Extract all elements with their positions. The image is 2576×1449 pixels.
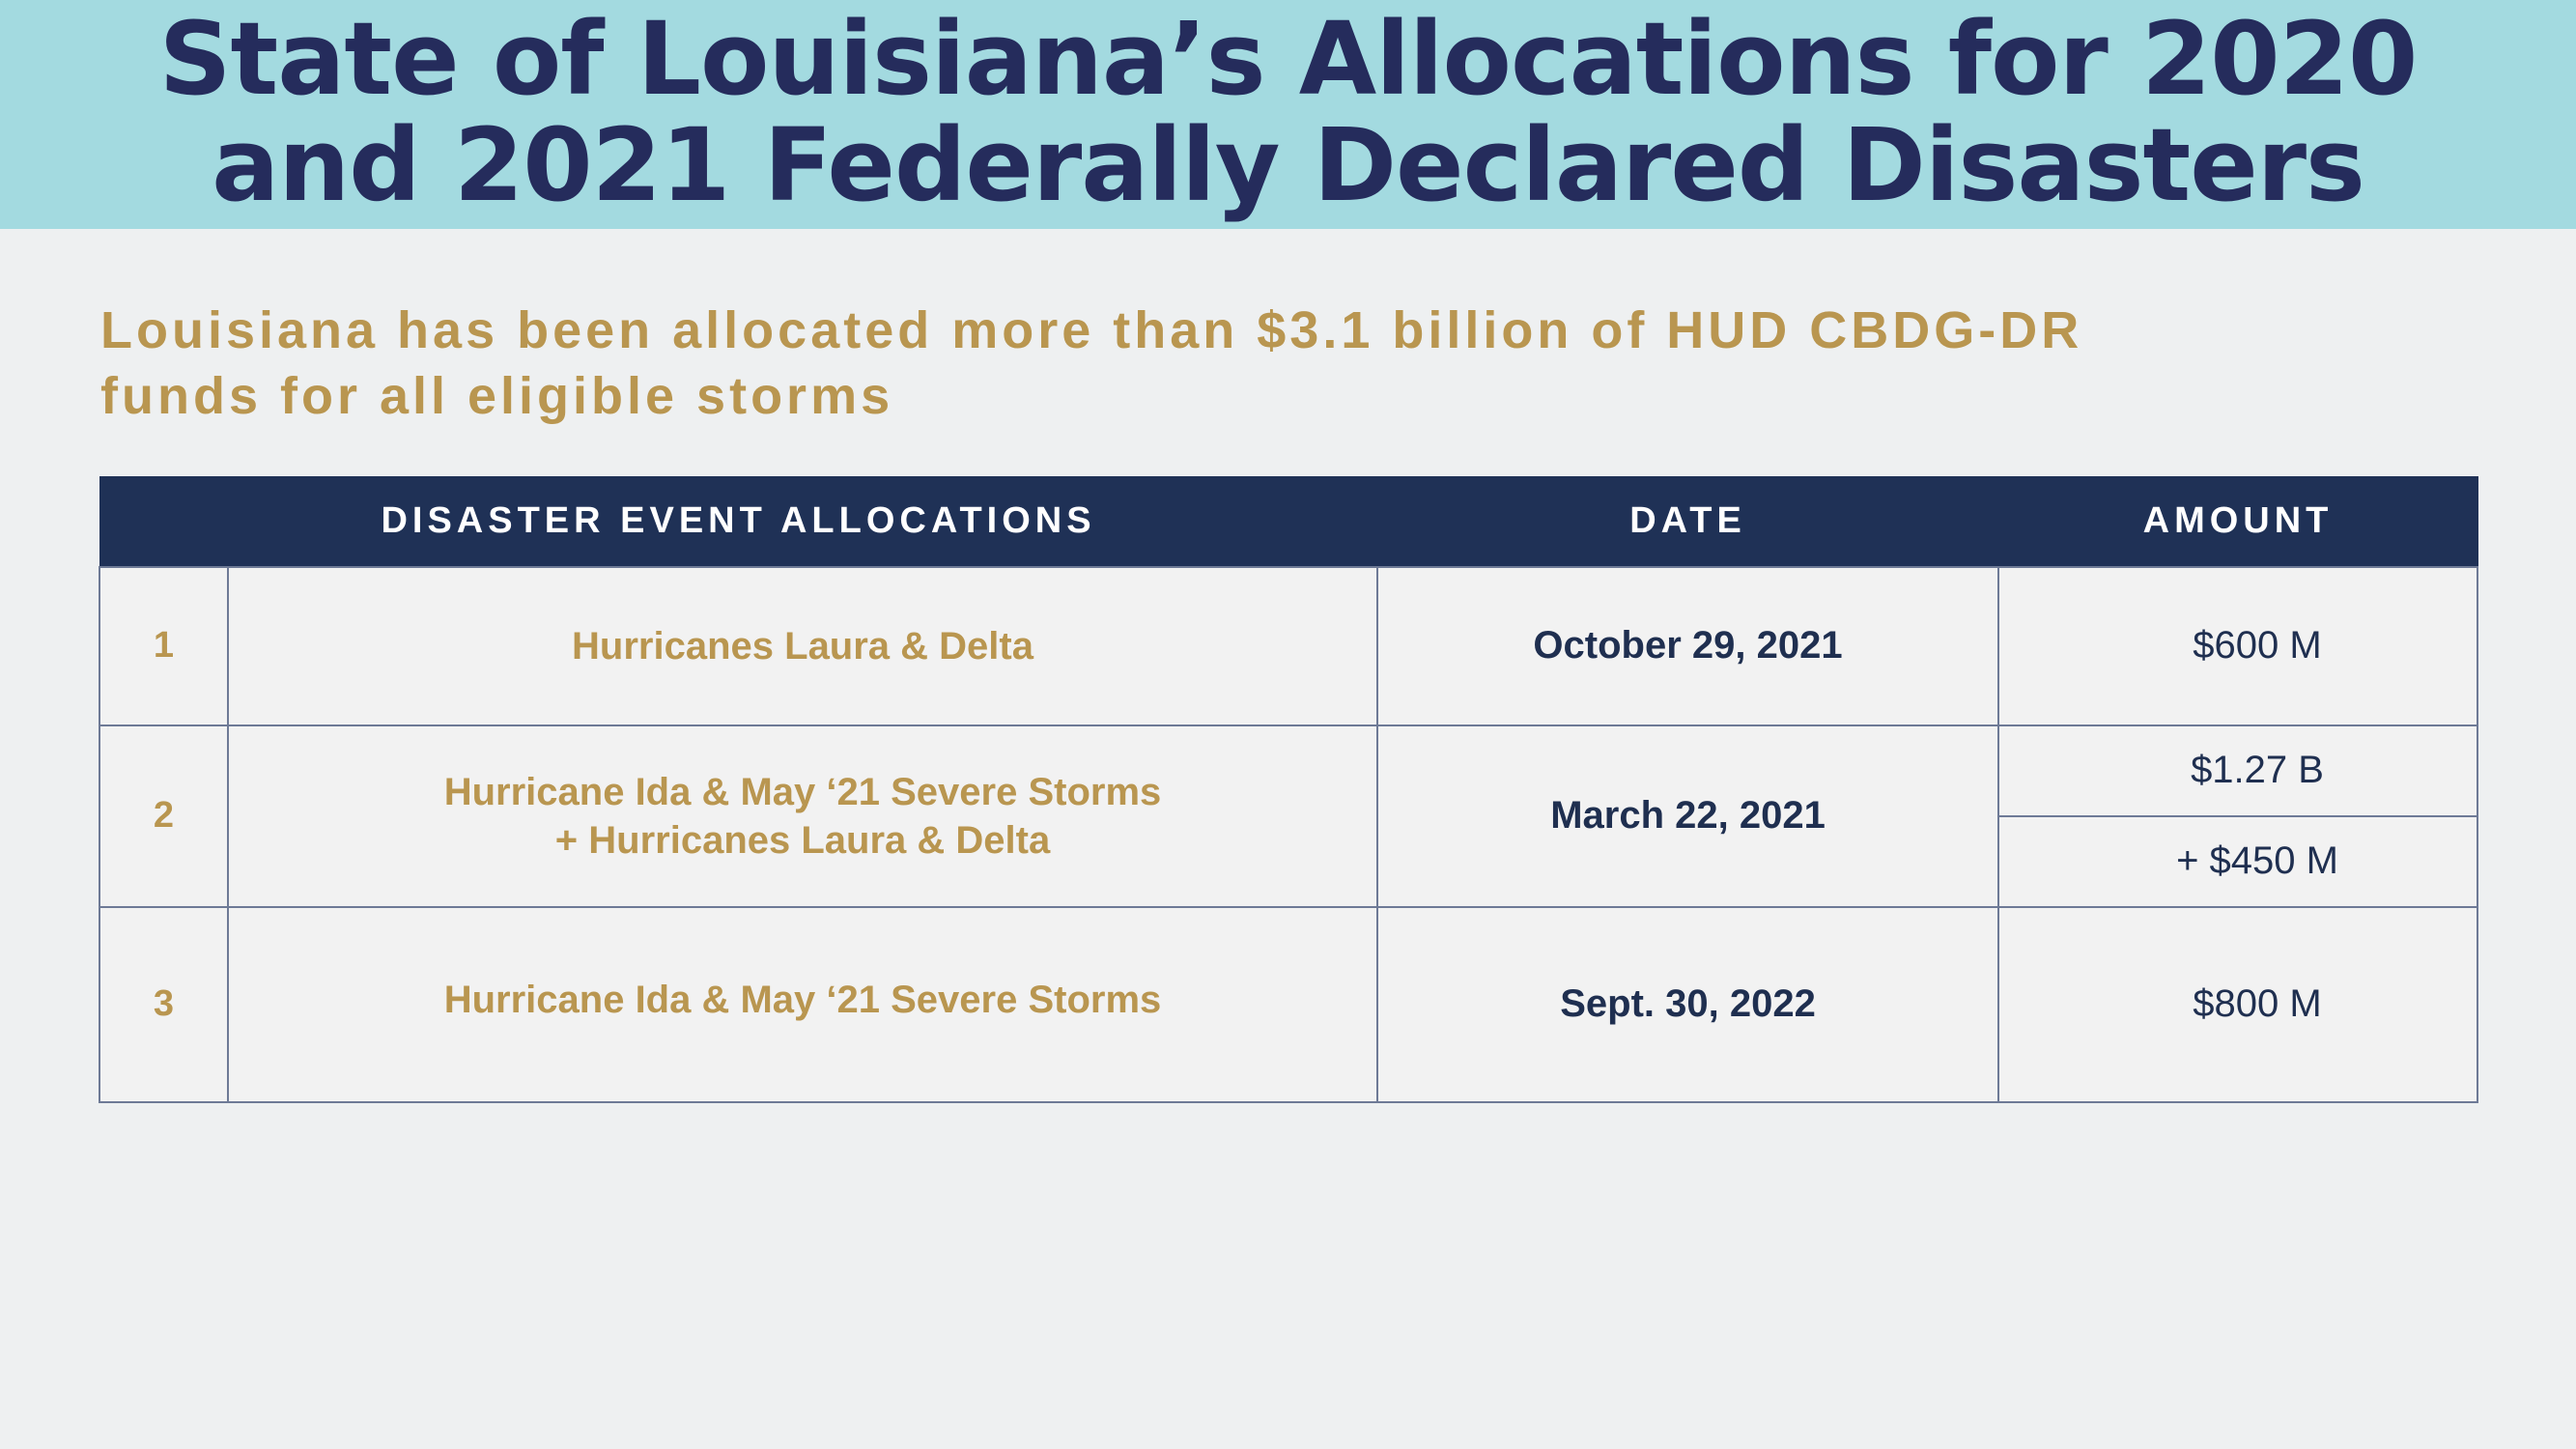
- page-title-line-2: and 2021 Federally Declared Disasters: [212, 106, 2364, 224]
- allocations-table-container: [99, 476, 2477, 1102]
- row-number: 3: [99, 907, 228, 1102]
- event-name-line: Hurricane Ida & May ‘21 Severe Storms: [443, 770, 1162, 813]
- amount-value: $800 M: [2193, 982, 2322, 1025]
- header-date: DATE: [1377, 477, 1998, 567]
- row-number: 2: [99, 725, 228, 907]
- event-name: [228, 725, 1377, 907]
- subtitle: [100, 298, 2322, 429]
- event-date: Sept. 30, 2022: [1377, 907, 1998, 1102]
- amount-value: + $450 M: [2176, 839, 2338, 882]
- event-name: [228, 567, 1377, 725]
- event-name: [228, 907, 1377, 1102]
- page-title-line-1: State of Louisiana’s Allocations for 2020: [158, 0, 2418, 118]
- event-date: October 29, 2021: [1377, 567, 1998, 725]
- event-amount: [1998, 816, 2477, 907]
- subtitle-line-2: funds for all eligible storms: [100, 367, 894, 425]
- table-row: [99, 567, 2477, 725]
- event-amount: [1998, 907, 2477, 1102]
- event-date: March 22, 2021: [1377, 725, 1998, 907]
- page-title: [0, 0, 2576, 224]
- event-name-line: + Hurricanes Laura & Delta: [554, 818, 1051, 862]
- allocations-table: [99, 476, 2478, 1103]
- table-row: [99, 907, 2477, 1102]
- header-event: DISASTER EVENT ALLOCATIONS: [99, 477, 1377, 567]
- amount-value: $1.27 B: [2191, 749, 2324, 791]
- event-name-line: Hurricanes Laura & Delta: [572, 624, 1033, 668]
- event-name-line: Hurricane Ida & May ‘21 Severe Storms: [443, 978, 1162, 1021]
- subtitle-line-1: Louisiana has been allocated more than $3.1 billion of HUD CBDG-DR: [100, 301, 2083, 359]
- amount-value: $600 M: [2193, 624, 2322, 667]
- header-amount: AMOUNT: [1998, 477, 2477, 567]
- table-row: [99, 725, 2477, 816]
- table-header-row: [99, 477, 2477, 567]
- row-number: 1: [99, 567, 228, 725]
- event-amount: [1998, 725, 2477, 816]
- event-amount: [1998, 567, 2477, 725]
